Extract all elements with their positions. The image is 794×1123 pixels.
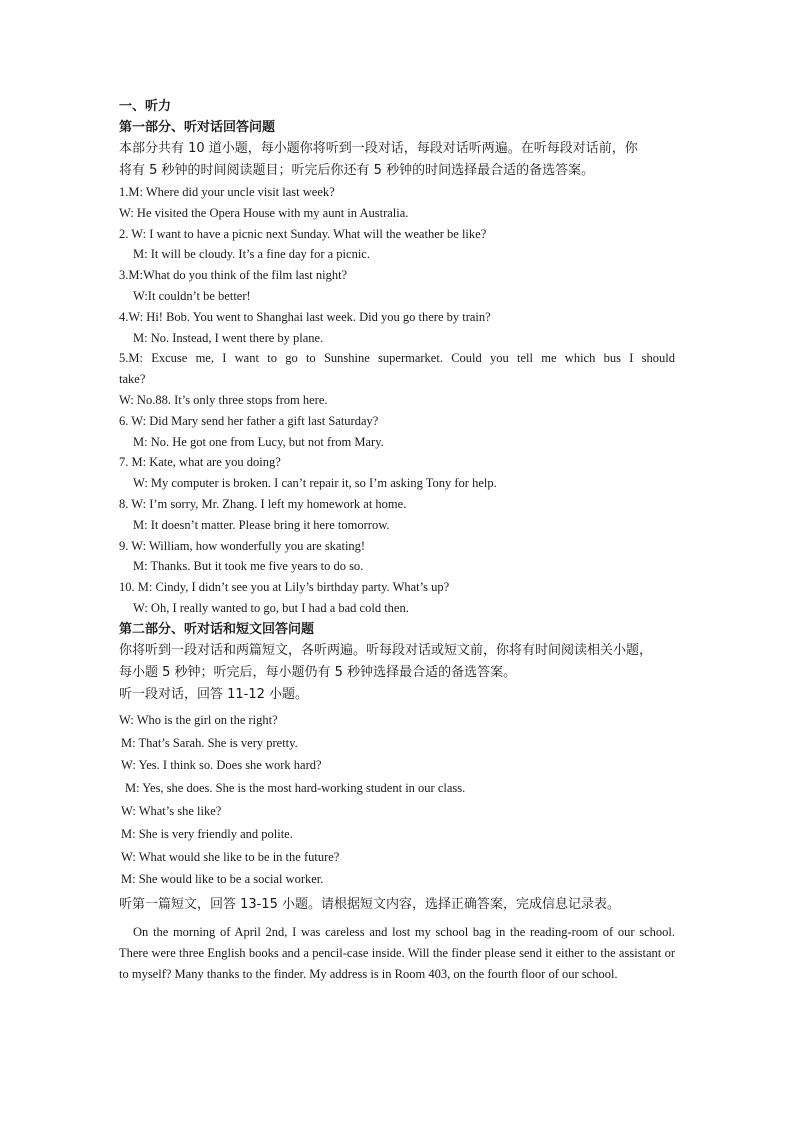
- dialogue-line: M: Yes, she does. She is the most hard-working student in our class.: [125, 781, 466, 796]
- dialogue-line: M: She is very friendly and polite.: [121, 826, 293, 841]
- dialogue-line: M: That’s Sarah. She is very pretty.: [121, 735, 298, 750]
- dialogue-line: W: Yes. I think so. Does she work hard?: [121, 758, 322, 773]
- part1-title: 第一部分、听对话回答问题: [119, 120, 276, 135]
- dialogue-line: 9. W: William, how wonderfully you are skating!: [119, 538, 366, 553]
- dialogue-line: 6. W: Did Mary send her father a gift last Saturday?: [119, 413, 379, 428]
- dialogue-line: take?: [119, 372, 146, 387]
- dialogue-line: 8. W: I’m sorry, Mr. Zhang. I left my homework at home.: [119, 496, 407, 511]
- part1-instructions-line1: 本部分共有 10 道小题，每小题你将听到一段对话，每段对话听两遍。在听每段对话前，你: [119, 141, 638, 156]
- dialogue-line: M: No. Instead, I went there by plane.: [133, 330, 324, 345]
- dialogue-line: M: It will be cloudy. It’s a fine day for a picnic.: [133, 247, 370, 262]
- dialogue-intro: 听一段对话，回答 11-12 小题。: [119, 686, 309, 702]
- dialogue-line: 3.M:What do you think of the film last night?: [119, 268, 348, 283]
- document-page: [119, 96, 675, 985]
- dialogue-line: W: Who is the girl on the right?: [119, 712, 278, 727]
- dialogue-line: W: Oh, I really wanted to go, but I had a bad cold then.: [133, 600, 409, 615]
- dialogue-line: W: He visited the Opera House with my aunt in Australia.: [119, 205, 409, 220]
- dialogue-line: W: What’s she like?: [121, 803, 222, 818]
- dialogue-line: 1.M: Where did your uncle visit last week?: [119, 185, 335, 199]
- dialogue-line: W: What would she like to be in the future?: [121, 849, 340, 864]
- dialogue-line: 5.M: Excuse me, I want to go to Sunshine supermarket. Could you tell me which bus I should: [119, 351, 675, 366]
- passage-intro: 听第一篇短文，回答 13-15 小题。请根据短文内容，选择正确答案，完成信息记录表。: [119, 897, 621, 913]
- dialogue-line: 4.W: Hi! Bob. You went to Shanghai last week. Did you go there by train?: [119, 309, 491, 324]
- dialogue-line: W:It couldn’t be better!: [133, 288, 251, 303]
- dialogue-line: M: It doesn’t matter. Please bring it here tomorrow.: [133, 517, 390, 532]
- dialogue-line: W: My computer is broken. I can’t repair it, so I’m asking Tony for help.: [133, 476, 497, 491]
- dialogue-line: M: No. He got one from Lucy, but not from Mary.: [133, 434, 384, 449]
- dialogue-line: M: Thanks. But it took me five years to do so.: [133, 559, 364, 574]
- dialogue-line: W: No.88. It’s only three stops from here.: [119, 392, 328, 407]
- dialogue-line: 10. M: Cindy, I didn’t see you at Lily’s birthday party. What’s up?: [119, 580, 450, 595]
- part2-instructions-line1: 你将听到一段对话和两篇短文，各听两遍。听每段对话或短文前，你将有时间阅读相关小题，: [119, 642, 653, 658]
- part2-instructions-line2: 每小题 5 秒钟；听完后，每小题仍有 5 秒钟选择最合适的备选答案。: [119, 664, 517, 680]
- part1-dialogues: [119, 182, 675, 619]
- dialogue-line: 2. W: I want to have a picnic next Sunday. What will the weather be like?: [119, 226, 487, 241]
- dialogue-line: M: She would like to be a social worker.: [121, 872, 324, 887]
- part1-instructions-line2: 将有 5 秒钟的时间阅读题目；听完后你还有 5 秒钟的时间选择最合适的备选答案。: [119, 163, 595, 178]
- section-title: 一、听力: [119, 99, 172, 114]
- dialogue-line: 7. M: Kate, what are you doing?: [119, 455, 281, 470]
- part2-dialogue: [119, 709, 675, 891]
- part2-title: 第二部分、听对话和短文回答问题: [119, 621, 315, 637]
- passage-text: On the morning of April 2nd, I was careless and lost my school bag in the reading-room of our school. There were three English books and a pencil-case inside. Will the finder please send it either to the assistant or to myself? Many thanks to the finder. My address is in Room 403, on the fourth floor of our school.: [119, 925, 675, 982]
